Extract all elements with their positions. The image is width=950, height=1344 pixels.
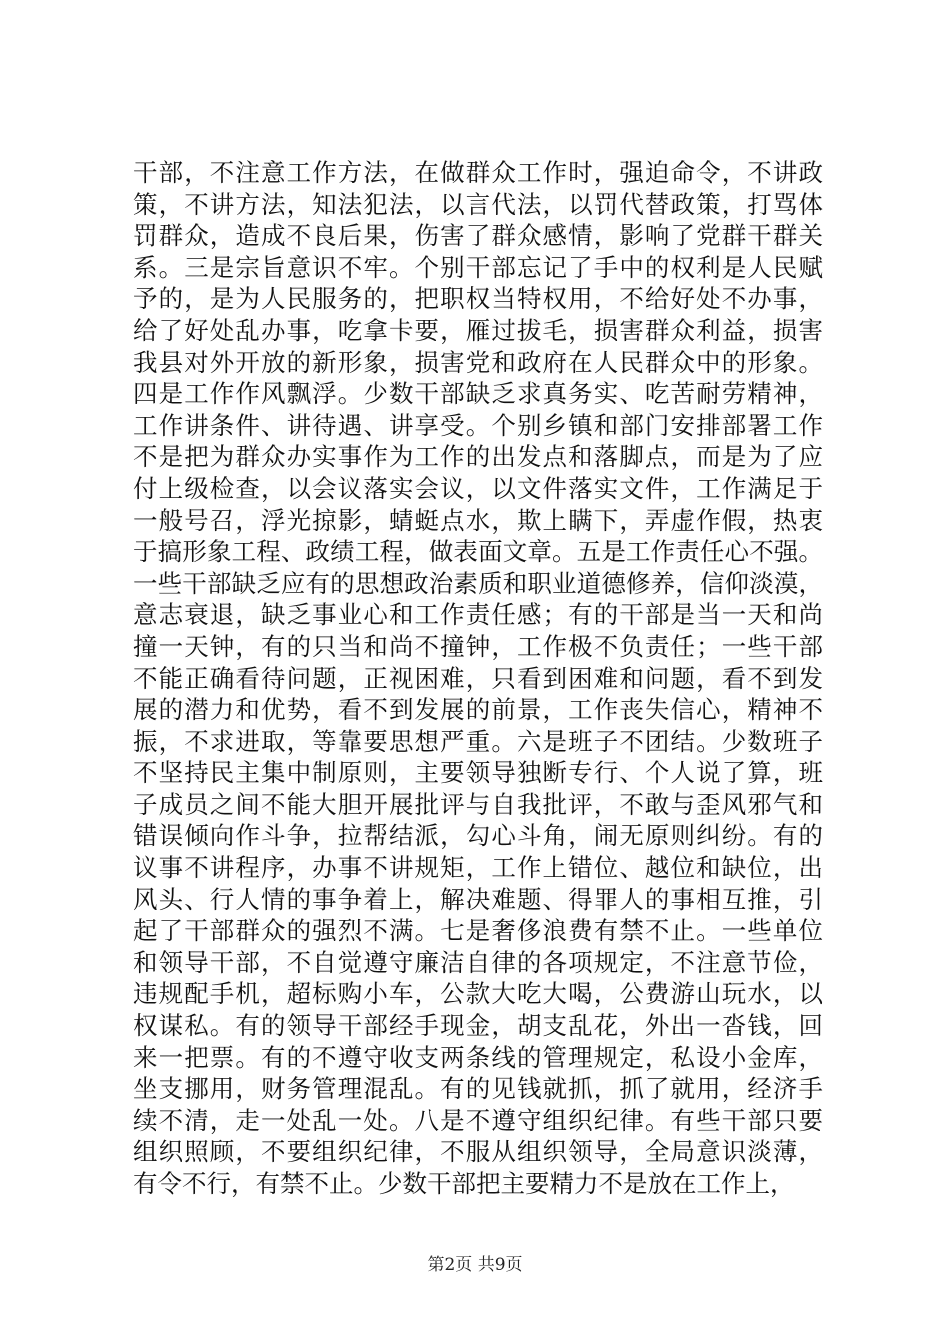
text-line: 罚群众，造成不良后果，伤害了群众感情，影响了党群干群关 xyxy=(133,221,823,251)
text-line: 错误倾向作斗争，拉帮结派，勾心斗角，闹无原则纠纷。有的 xyxy=(133,821,823,851)
text-line: 不能正确看待问题，正视困难，只看到困难和问题，看不到发 xyxy=(133,663,823,693)
text-line: 给了好处乱办事，吃拿卡要，雁过拔毛，损害群众利益，损害 xyxy=(133,315,823,345)
text-line: 有令不行，有禁不止。少数干部把主要精力不是放在工作上， xyxy=(133,1169,795,1198)
text-line: 策，不讲方法，知法犯法，以言代法，以罚代替政策，打骂体 xyxy=(133,189,823,219)
text-line: 干部，不注意工作方法，在做群众工作时，强迫命令，不讲政 xyxy=(133,158,823,187)
text-line: 组织照顾，不要组织纪律，不服从组织领导，全局意识淡薄， xyxy=(133,1137,823,1167)
text-line: 不是把为群众办实事作为工作的出发点和落脚点，而是为了应 xyxy=(133,442,823,472)
text-line: 系。三是宗旨意识不牢。个别干部忘记了手中的权利是人民赋 xyxy=(133,252,823,282)
text-line: 和领导干部，不自觉遵守廉洁自律的各项规定，不注意节俭， xyxy=(133,947,823,977)
text-line: 违规配手机，超标购小车，公款大吃大喝，公费游山玩水，以 xyxy=(133,979,823,1009)
text-line: 权谋私。有的领导干部经手现金，胡支乱花，外出一沓钱，回 xyxy=(133,1011,823,1041)
text-line: 撞一天钟，有的只当和尚不撞钟，工作极不负责任；一些干部 xyxy=(133,631,823,661)
text-line: 议事不讲程序，办事不讲规矩，工作上错位、越位和缺位，出 xyxy=(133,853,823,883)
text-line: 风头、行人情的事争着上，解决难题、得罪人的事相互推，引 xyxy=(133,884,823,914)
text-line: 意志衰退，缺乏事业心和工作责任感；有的干部是当一天和尚 xyxy=(133,600,823,630)
text-line: 坐支挪用，财务管理混乱。有的见钱就抓，抓了就用，经济手 xyxy=(133,1074,823,1104)
text-line: 一般号召，浮光掠影，蜻蜓点水，欺上瞒下，弄虚作假，热衷 xyxy=(133,505,823,535)
text-line: 来一把票。有的不遵守收支两条线的管理规定，私设小金库， xyxy=(133,1042,823,1072)
text-line: 予的，是为人民服务的，把职权当特权用，不给好处不办事， xyxy=(133,284,823,314)
text-line: 一些干部缺乏应有的思想政治素质和职业道德修养，信仰淡漠， xyxy=(133,568,823,598)
text-line: 展的潜力和优势，看不到发展的前景，工作丧失信心，精神不 xyxy=(133,695,823,725)
text-line: 付上级检查，以会议落实会议，以文件落实文件，工作满足于 xyxy=(133,473,823,503)
text-line: 工作讲条件、讲待遇、讲享受。个别乡镇和部门安排部署工作 xyxy=(133,410,823,440)
text-line: 不坚持民主集中制原则，主要领导独断专行、个人说了算，班 xyxy=(133,758,823,788)
text-line: 四是工作作风飘浮。少数干部缺乏求真务实、吃苦耐劳精神， xyxy=(133,379,823,409)
text-line: 振，不求进取，等靠要思想严重。六是班子不团结。少数班子 xyxy=(133,726,823,756)
text-line: 起了干部群众的强烈不满。七是奢侈浪费有禁不止。一些单位 xyxy=(133,916,823,946)
text-line: 续不清，走一处乱一处。八是不遵守组织纪律。有些干部只要 xyxy=(133,1105,823,1135)
text-line: 于搞形象工程、政绩工程，做表面文章。五是工作责任心不强。 xyxy=(133,537,823,567)
page-footer: 第2页 共9页 xyxy=(427,1255,523,1275)
body-text xyxy=(133,157,823,1200)
text-line: 我县对外开放的新形象，损害党和政府在人民群众中的形象。 xyxy=(133,347,823,377)
text-line: 子成员之间不能大胆开展批评与自我批评，不敢与歪风邪气和 xyxy=(133,789,823,819)
